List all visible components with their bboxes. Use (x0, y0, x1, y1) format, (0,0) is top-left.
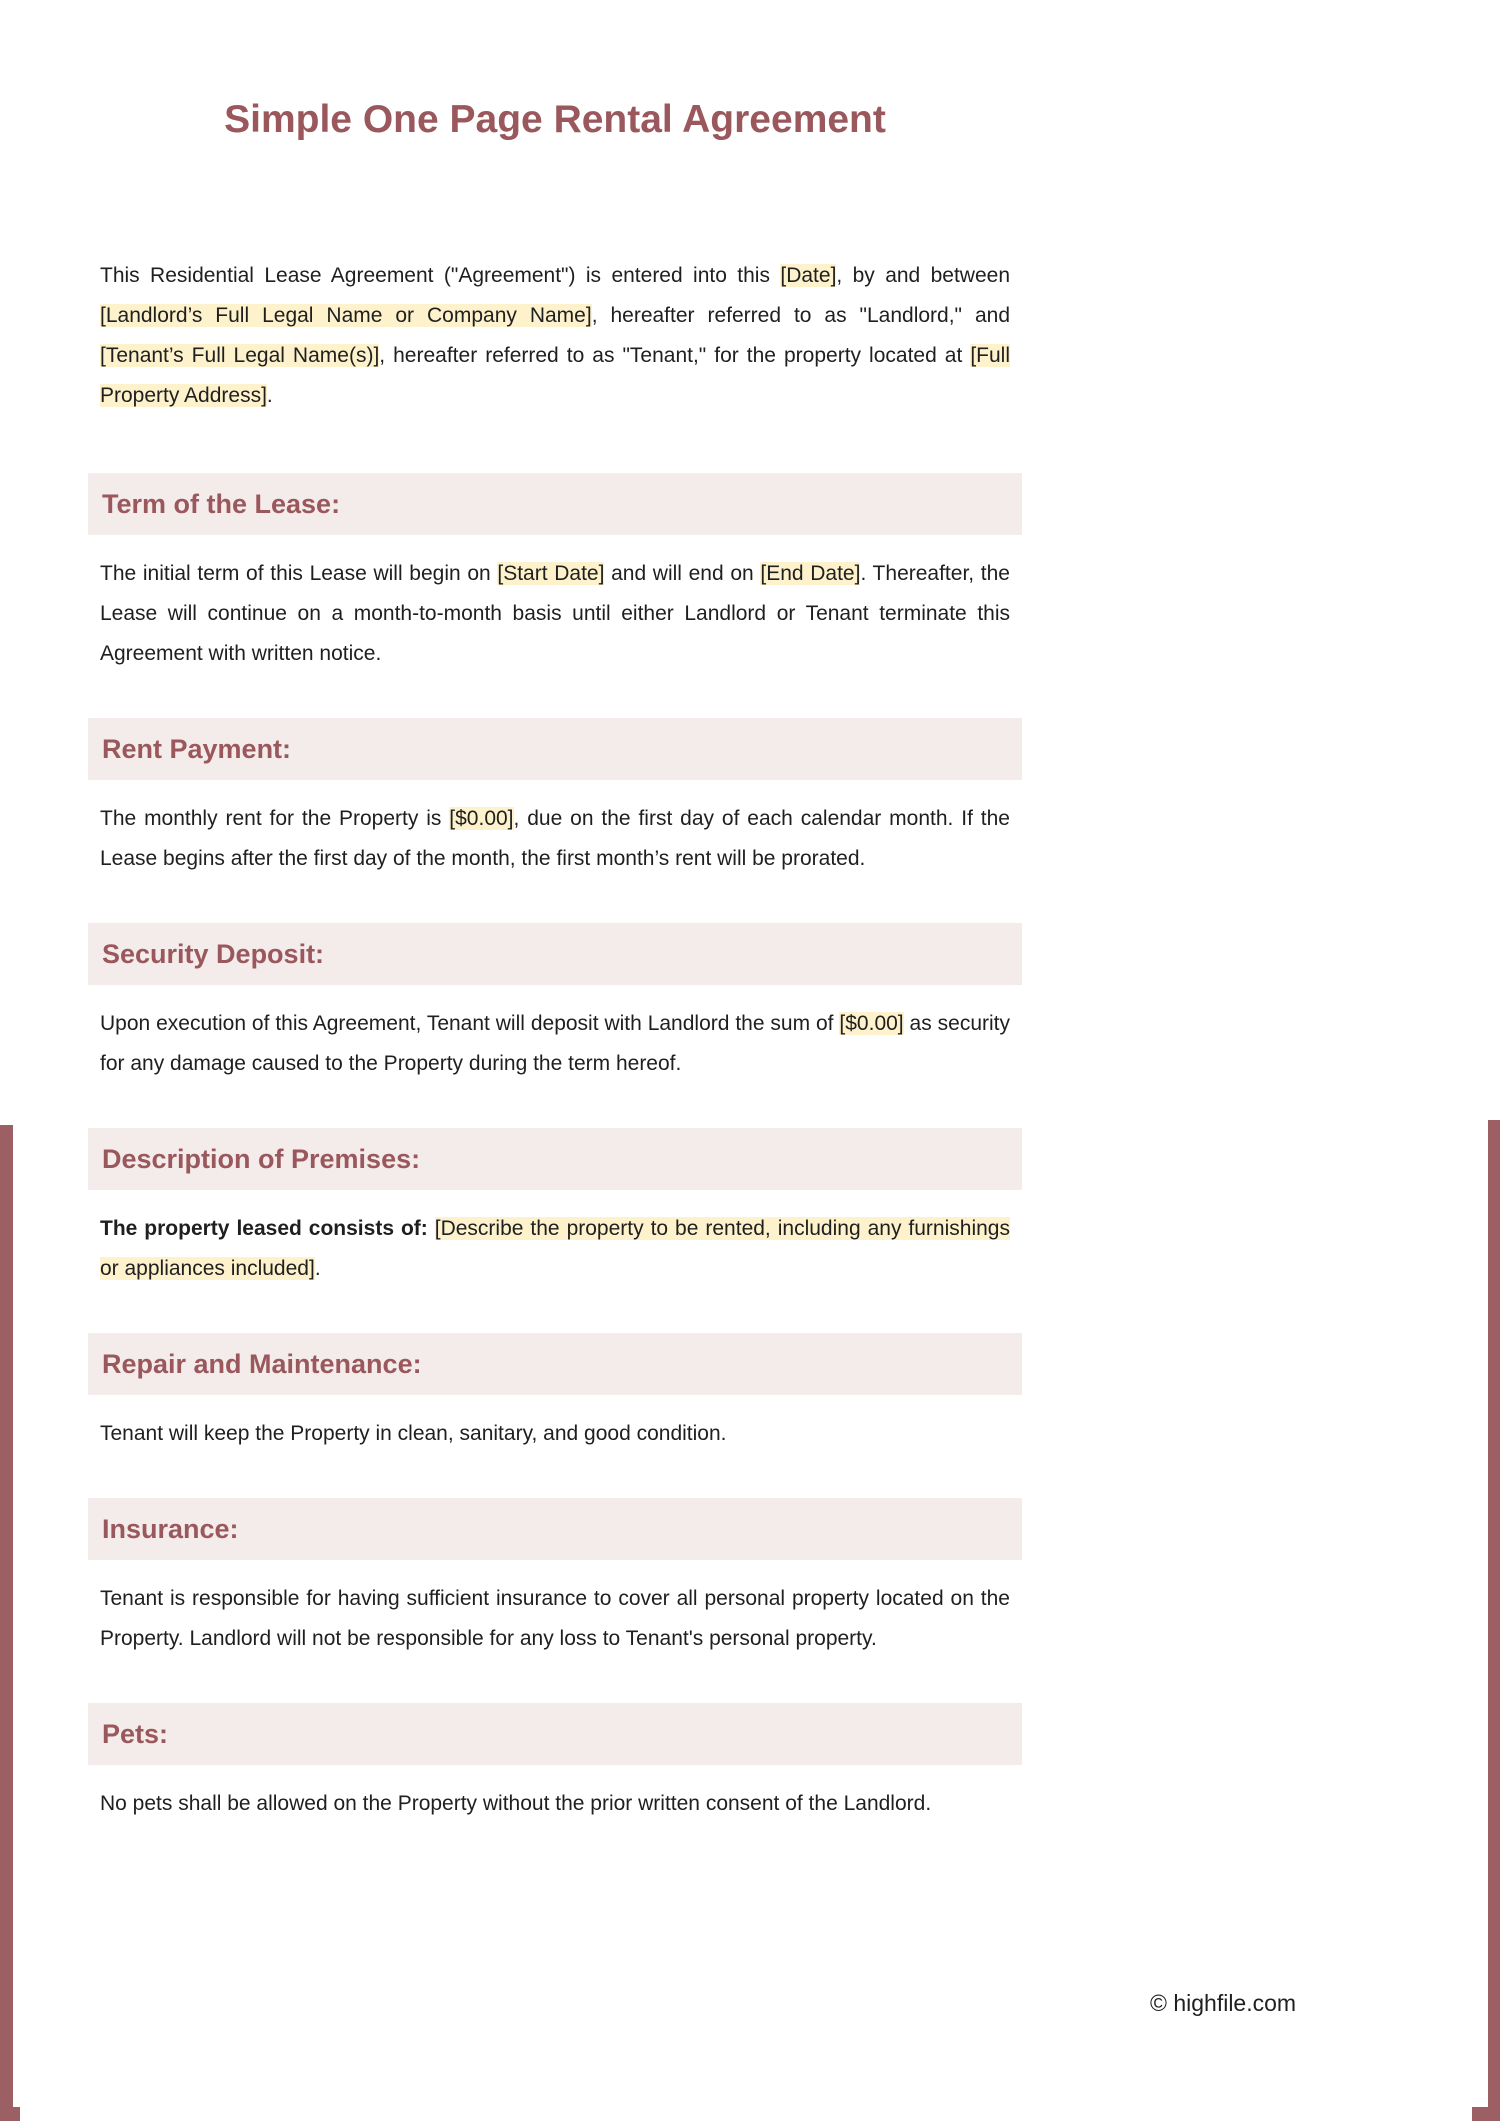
section-body (100, 1784, 1010, 1824)
section-body (100, 1209, 1010, 1289)
placeholder-field: [Start Date] (497, 562, 605, 585)
intro-paragraph (100, 256, 1010, 416)
section-heading: Security Deposit: (102, 938, 325, 969)
section-heading: Pets: (102, 1718, 169, 1749)
placeholder-field: [Tenant’s Full Legal Name(s)] (100, 344, 380, 367)
section-heading: Repair and Maintenance: (102, 1348, 422, 1379)
body-text: . (314, 1257, 321, 1280)
placeholder-field: [Landlord’s Full Legal Name or Company Name] (100, 304, 592, 327)
section-body (100, 554, 1010, 674)
section-body (100, 799, 1010, 879)
body-text: This Residential Lease Agreement ("Agreement") is entered into this (100, 264, 781, 287)
body-text: The monthly rent for the Property is (100, 807, 450, 830)
right-border-decoration (1488, 1120, 1500, 2107)
section-term-of-the-lease (100, 473, 1010, 674)
body-text: and will end on (604, 562, 761, 585)
placeholder-field: [Describe the property to be rented, including any furnishings or appliances included] (100, 1217, 1010, 1280)
body-text: , hereafter referred to as "Landlord," and (591, 304, 1010, 327)
section-heading: Term of the Lease: (102, 488, 341, 519)
section-heading: Rent Payment: (102, 733, 292, 764)
body-text: , hereafter referred to as "Tenant," for the property located at (379, 344, 971, 367)
sections-container (100, 473, 1010, 1824)
bottom-right-corner-decoration (1472, 2107, 1500, 2121)
body-text: Tenant is responsible for having sufficient insurance to cover all personal property located on the Property. Landlord will not be responsible for any loss to Tenant's personal property. (100, 1587, 1010, 1650)
section-heading: Insurance: (102, 1513, 239, 1544)
placeholder-field: [$0.00] (449, 807, 514, 830)
section-security-deposit (100, 923, 1010, 1084)
footer-credit: © highfile.com (1150, 1990, 1297, 2016)
section-header-bar (88, 1333, 1022, 1395)
body-text: . (266, 384, 273, 407)
section-header-bar (88, 923, 1022, 985)
body-text: The property leased consists of: (100, 1217, 435, 1240)
body-text: , by and between (836, 264, 1011, 287)
section-repair-and-maintenance (100, 1333, 1010, 1454)
section-insurance (100, 1498, 1010, 1659)
section-description-of-premises (100, 1128, 1010, 1289)
bottom-left-corner-decoration (0, 2107, 20, 2121)
body-text: Tenant will keep the Property in clean, sanitary, and good condition. (100, 1422, 727, 1445)
body-text: Upon execution of this Agreement, Tenant will deposit with Landlord the sum of (100, 1012, 840, 1035)
section-rent-payment (100, 718, 1010, 879)
body-text: , due on the first day of each calendar month. If the Lease begins after the first day of the month, the first month’s rent will be prorated. (100, 807, 1010, 870)
left-border-decoration (0, 1125, 13, 2107)
section-body (100, 1579, 1010, 1659)
section-pets (100, 1703, 1010, 1824)
section-body (100, 1414, 1010, 1454)
placeholder-field: [Full Property Address] (100, 344, 1010, 407)
body-text: No pets shall be allowed on the Property without the prior written consent of the Landlord. (100, 1792, 932, 1815)
placeholder-field: [$0.00] (839, 1012, 904, 1035)
section-body (100, 1004, 1010, 1084)
body-text: The initial term of this Lease will begin on (100, 562, 498, 585)
document-content (0, 96, 1500, 1824)
section-header-bar (88, 1128, 1022, 1190)
section-header-bar (88, 718, 1022, 780)
body-text: as security for any damage caused to the Property during the term hereof. (100, 1012, 1010, 1075)
document-title: Simple One Page Rental Agreement (224, 98, 886, 141)
section-header-bar (88, 473, 1022, 535)
body-text: . Thereafter, the Lease will continue on a month-to-month basis until either Landlord or Tenant terminate this Agreement with written notice. (100, 562, 1010, 665)
section-heading: Description of Premises: (102, 1143, 421, 1174)
placeholder-field: [End Date] (760, 562, 861, 585)
section-header-bar (88, 1703, 1022, 1765)
section-header-bar (88, 1498, 1022, 1560)
placeholder-field: [Date] (780, 264, 837, 287)
